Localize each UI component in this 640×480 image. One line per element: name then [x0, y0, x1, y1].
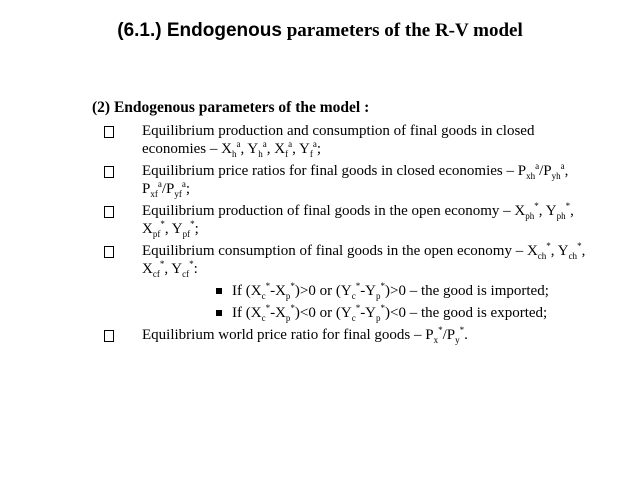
- bullet-icon: [104, 126, 114, 138]
- bullet-icon: [104, 246, 114, 258]
- list-item-text: $X_{pf}^*$, $Y_{pf}^*$;: [142, 219, 199, 239]
- bullet-icon: [104, 206, 114, 218]
- list-item-text: Equilibrium production of final goods in the open economy – $X_{ph}^*$, $Y_{ph}^*$,: [142, 201, 574, 221]
- list-item: [92, 162, 622, 198]
- section-subheading: (2) Endogenous parameters of the model :: [92, 99, 370, 116]
- list-item-text: Equilibrium production and consumption of final goods in closed: [142, 123, 535, 139]
- sub-list-item: If $(X_c^*-X_p^*)<0$ or $(Y_c^*-Y_p^*)<0$ – the good is exported;: [92, 304, 622, 322]
- list-item-text: Equilibrium price ratios for final goods in closed economies – $P_{xh}^a/P_{yh}^a$,: [142, 161, 569, 181]
- title-part-sans: (6.1.) Endogenous: [117, 20, 282, 41]
- list-item-text: Equilibrium world price ratio for final goods – $P_x^*/P_y^*$.: [142, 325, 468, 345]
- title-part-serif: parameters of the R-V model: [281, 20, 523, 41]
- list-item-text: Equilibrium consumption of final goods in the open economy – $X_{ch}^*$, $Y_{ch}^*$,: [142, 241, 586, 261]
- bullet-icon: [104, 166, 114, 178]
- list-item: [92, 326, 622, 344]
- list-item: [92, 122, 622, 158]
- bullet-icon: [104, 330, 114, 342]
- square-bullet-icon: [216, 288, 222, 294]
- sub-list-item: If $(X_c^*-X_p^*)>0$ or $(Y_c^*-Y_p^*)>0$ – the good is imported;: [92, 282, 622, 300]
- list-item-text: economies – $X_h^a$, $Y_h^a$, $X_f^a$, $Y_f^a$;: [142, 139, 322, 159]
- list-item-text: $P_{xf}^a/P_{yf}^a$;: [142, 179, 191, 199]
- list-item-text: $X_{cf}^*$, $Y_{cf}^*$:: [142, 259, 198, 279]
- list-item: [92, 202, 622, 238]
- list-item: [92, 242, 622, 278]
- page-title: [0, 18, 640, 44]
- parameter-list: [92, 122, 622, 348]
- square-bullet-icon: [216, 310, 222, 316]
